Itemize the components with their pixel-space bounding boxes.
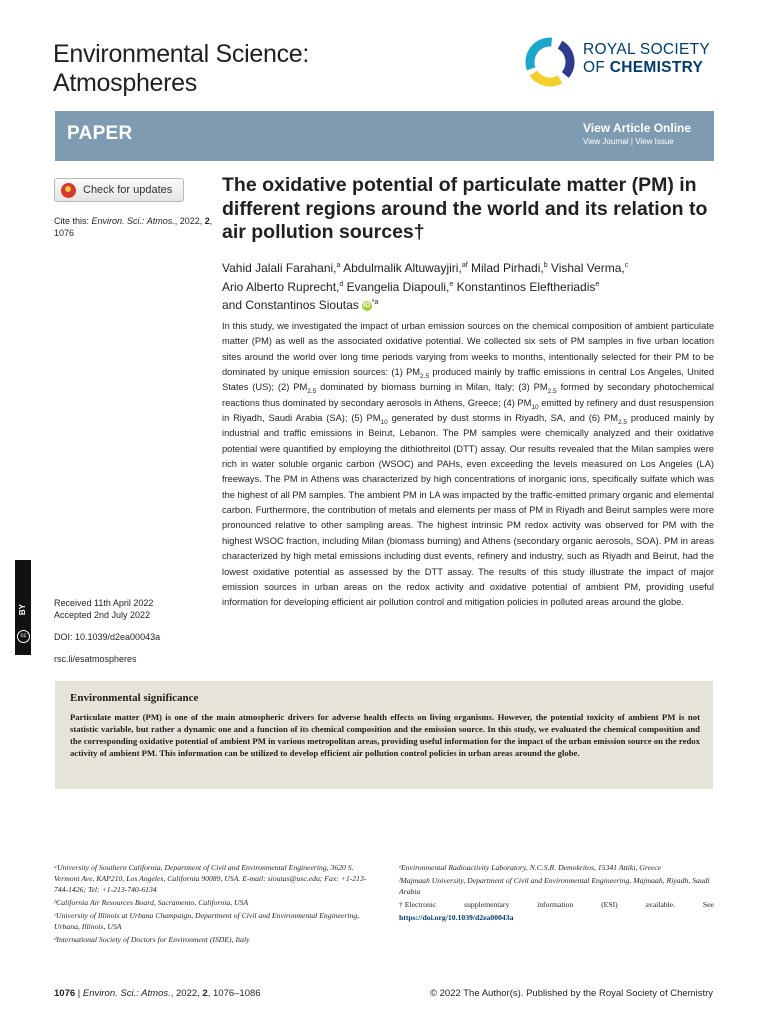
author-affiliation-mark: a (336, 262, 341, 269)
article-history (54, 597, 214, 665)
significance-title: Environmental significance (70, 692, 199, 704)
author[interactable]: Konstantinos Eleftheriadis (453, 279, 596, 294)
author[interactable]: Evangelia Diapouli, (343, 279, 450, 294)
cite-volume: 2 (204, 216, 210, 226)
cite-this (54, 215, 214, 239)
journal-title (53, 40, 309, 98)
affiliation-d: ᵈInternational Society of Doctors for Environment (ISDE), Italy (54, 935, 250, 944)
journal-title-line1: Environmental Science: (53, 40, 310, 68)
check-for-updates-button[interactable] (54, 178, 184, 202)
journal-title-line2: Atmospheres (53, 69, 197, 97)
view-links (583, 137, 674, 146)
view-issue-link[interactable]: View Issue (635, 137, 674, 146)
significance-text: Particulate matter (PM) is one of the main atmospheric drivers for adverse health effects on living organisms. However, the potential toxicity of ambient PM is not statistic variable, but rather a dynamic one and a function of its chemical composition and the emission source. In this study, we evaluated the chemical composition and the corresponding oxidative potential of ambient PM in various metropolitan areas, providing useful information for the impact of the urban emission source on the redox activity of ambient PM. This information can be utilized to develop efficient air pollution control policies in urban areas around the globe. (70, 712, 700, 758)
author[interactable]: Abdulmalik Altuwayjiri, (340, 261, 462, 275)
journal-url[interactable]: rsc.li/esatmospheres (54, 654, 137, 664)
author-affiliation-mark: e (449, 280, 454, 288)
cite-year: , 2022, (174, 216, 205, 226)
author[interactable]: Ario Alberto Ruprecht, (222, 279, 340, 294)
author-affiliation-mark: e (595, 280, 600, 288)
crossmark-icon (61, 183, 76, 198)
author-affiliation-mark: c (624, 262, 629, 269)
cite-journal: Environ. Sci.: Atmos. (91, 216, 175, 226)
license-by-label: BY (18, 604, 27, 616)
publisher-line1: ROYAL SOCIETY (583, 41, 711, 58)
view-article-online-link[interactable]: View Article Online (583, 121, 692, 135)
author-affiliation-mark: af (461, 262, 468, 269)
affiliation-e: ᵉEnvironmental Radioactivity Laboratory, N.C.S.R. Demokritos, 15341 Attiki, Greece (399, 863, 662, 872)
doi[interactable]: DOI: 10.1039/d2ea00043a (54, 632, 161, 642)
received-date: Received 11th April 2022 (54, 598, 154, 608)
view-links-separator: | (628, 137, 636, 146)
author[interactable]: Milad Pirhadi, (467, 261, 544, 275)
author[interactable]: Vahid Jalali Farahani, (222, 261, 337, 275)
author-affiliation-mark: *a (371, 299, 379, 306)
footer-copyright: © 2022 The Author(s). Published by the Royal Society of Chemistry (430, 988, 713, 999)
affiliations-right (399, 862, 714, 925)
check-updates-label: Check for updates (83, 184, 173, 196)
author-list (222, 258, 702, 314)
cc-icon: cc (17, 630, 30, 643)
article-type-label: PAPER (67, 123, 133, 144)
footer-citation: 1076 | Environ. Sci.: Atmos., 2022, 2, 1076–1086 (54, 988, 261, 999)
affiliation-f: ᶠMajmaah University, Department of Civil and Environmental Engineering, Majmaah, Riyadh, Saudi Arabia (399, 876, 710, 896)
article-title: The oxidative potential of particulate matter (PM) in different regions around the world and its relation to air pollution sources† (222, 174, 708, 243)
cc-by-license-badge[interactable] (15, 560, 31, 655)
author-affiliation-mark: d (339, 280, 344, 288)
publisher-of: OF (583, 59, 606, 76)
publisher-name (583, 41, 710, 77)
orcid-icon[interactable]: iD (363, 301, 371, 309)
affiliation-a: ᵃUniversity of Southern California, Department of Civil and Environmental Engineering, 3620 S. Vermont Ave, KAP210, Los Angeles, California 90089, USA. E-mail: sioutas@usc.edu; Fax: +1-213-744-1426; Tel: +1-213-740-6134 (54, 863, 367, 894)
author-affiliation-mark: b (543, 262, 548, 269)
publisher-chemistry: CHEMISTRY (609, 59, 704, 76)
abstract: In this study, we investigated the impact of urban emission sources on the chemical composition of ambient particulate matter (PM) as well as the associated oxidative potential. We collected six sets of PM samples in five urban location sites around the world over long time periods varying from weeks to months, intentionally selected for their PM to be dominated by unique emission sources: (1) $PM_{2.5}$ produced mainly by traffic emissions in central Los Angeles, United States (US); (2) $PM_{2.5}$ dominated by biomass burning in Milan, Italy; (3) $PM_{2.5}$ formed by secondary photochemical reactions thus dominated by secondary aerosols in Athens, Greece; (4) $PM_{10}$ emitted by refinery and dust resuspension in Riyadh, Saudi Arabia (SA); (5) $PM_{10}$ generated by dust storms in Riyadh, SA, and (6) $PM_{2.5}$ produced mainly by industrial and traffic emissions in Beirut, Lebanon. The PM samples were chemically analyzed and their oxidative potential were quantified by employing the dithiothreitol (DTT) assay. Our results revealed that the Milan samples were rich in water soluble organic carbon (WSOC) and PAHs, even exceeding the levels measured on Los Angeles (LA) freeways. The PM in Athens was characterized by high concentrations of inorganic ions, specifically sulfate which was the highest of all PM samples. The ambient PM in LA was impacted by the traffic-emitted primary organic and elemental carbon. Furthermore, the contribution of metals and elements per mass of PM in Riyadh and Beirut samples were more pronounced relative to other sampling areas. The highest intrinsic PM redox activity was observed for PM with the highest WSOC fraction, including Milan (biomass burning) and Athens (secondary organic aerosols, SOA). PM in areas characterized by high metal emissions including dust events, refinery and industry, such as Riyadh and Beirut, had the lowest oxidative potential as assessed by the DTT assay. The results of this study illustrate the impact of major emission sources in urban areas on the redox activity and oxidative potential of ambient PM, providing useful information for developing efficient air pollution control and mitigation policies in polluted areas around the globe. (222, 321, 715, 608)
accepted-date: Accepted 2nd July 2022 (54, 610, 151, 620)
article-type-banner (55, 111, 714, 161)
author[interactable]: Vishal Verma, (547, 261, 625, 275)
author[interactable]: and Constantinos Sioutas (222, 298, 359, 312)
affiliation-b: ᵇCalifornia Air Resources Board, Sacramento, California, USA (54, 898, 249, 907)
cite-pages: , 1076 (54, 216, 213, 238)
esi-note: † Electronic supplementary information (ESI) available. See (399, 900, 714, 909)
view-journal-link[interactable]: View Journal (583, 137, 629, 146)
page-number: 1076 (54, 988, 76, 999)
esi-link[interactable]: https://doi.org/10.1039/d2ea00043a (399, 913, 514, 922)
affiliations-left (54, 862, 369, 947)
cite-prefix: Cite this: (54, 216, 92, 226)
affiliation-c: ᶜUniversity of Illinois at Urbana Champaign, Department of Civil and Environmental Engineering, Urbana, Illinois, USA (54, 911, 360, 931)
